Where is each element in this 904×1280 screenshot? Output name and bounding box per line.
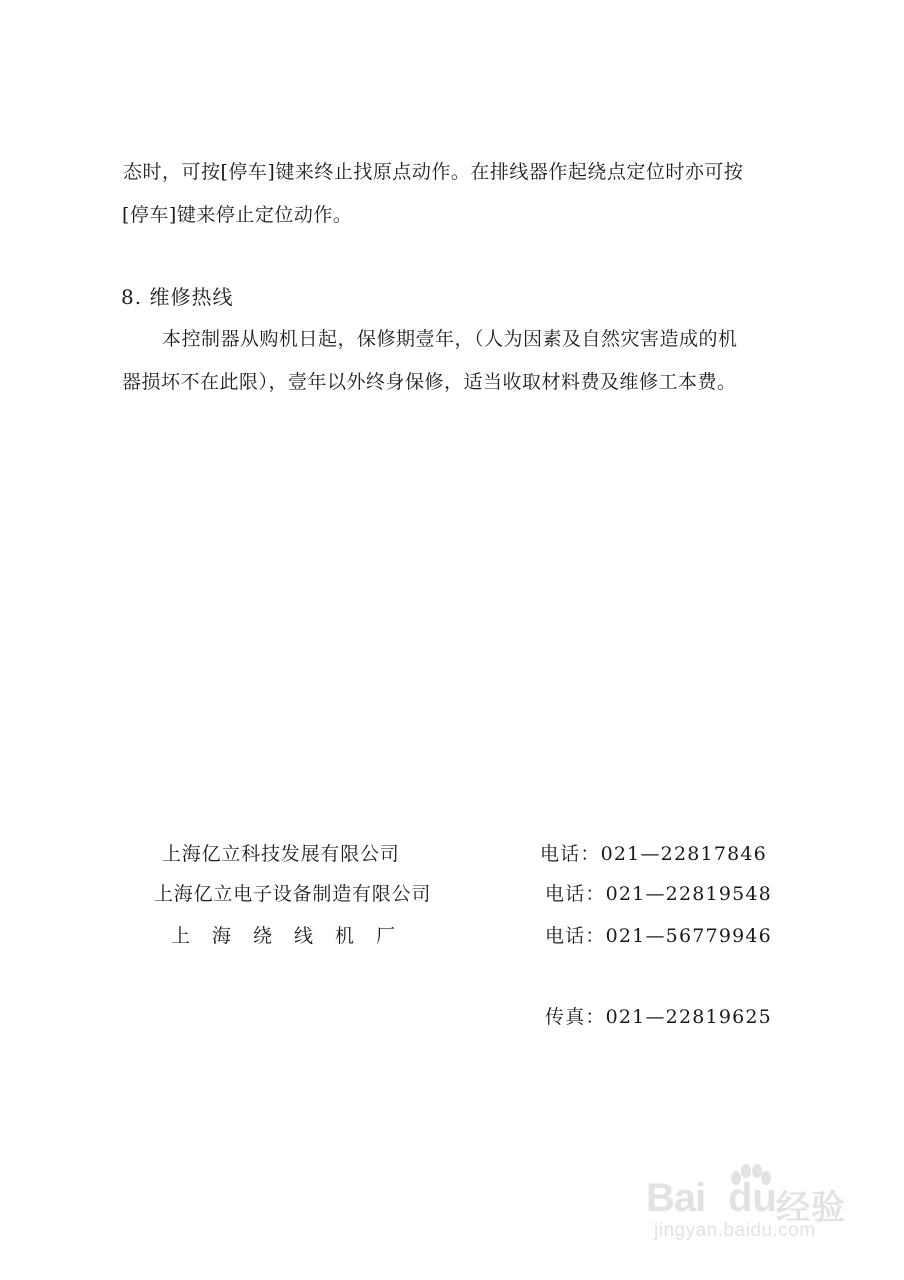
contact-name-2: 上海亿立电子设备制造有限公司 bbox=[154, 883, 432, 905]
body-line-2: [停车]键来停止定位动作。 bbox=[122, 204, 353, 226]
warranty-paragraph-line-2: 器损坏不在此限），壹年以外终身保修，适当收取材料费及维修工本费。 bbox=[122, 371, 737, 393]
fax-number: 传真：021—22819625 bbox=[545, 1006, 772, 1028]
watermark-logo bbox=[646, 1164, 856, 1228]
watermark-logo-du: du bbox=[728, 1176, 777, 1220]
contact-name-3: 上海绕线机厂 bbox=[171, 925, 418, 947]
contact-phone-1: 电话：021—22817846 bbox=[540, 843, 767, 865]
contact-phone-2: 电话：021—22819548 bbox=[545, 883, 772, 905]
watermark-url: jingyan.baidu.com bbox=[654, 1220, 816, 1241]
contact-name-1: 上海亿立科技发展有限公司 bbox=[162, 843, 400, 865]
baidu-jingyan-watermark bbox=[646, 1152, 856, 1252]
watermark-logo-bai: Bai bbox=[646, 1176, 706, 1220]
watermark-logo-suffix: 经验 bbox=[776, 1188, 846, 1228]
section-heading: 8. 维修热线 bbox=[121, 285, 234, 309]
body-line-1: 态时，可按[停车]键来终止找原点动作。在排线器作起绕点定位时亦可按 bbox=[123, 161, 744, 183]
contact-phone-3: 电话：021—56779946 bbox=[545, 925, 772, 947]
warranty-paragraph-line-1: 本控制器从购机日起，保修期壹年，（人为因素及自然灾害造成的机 bbox=[162, 328, 738, 350]
